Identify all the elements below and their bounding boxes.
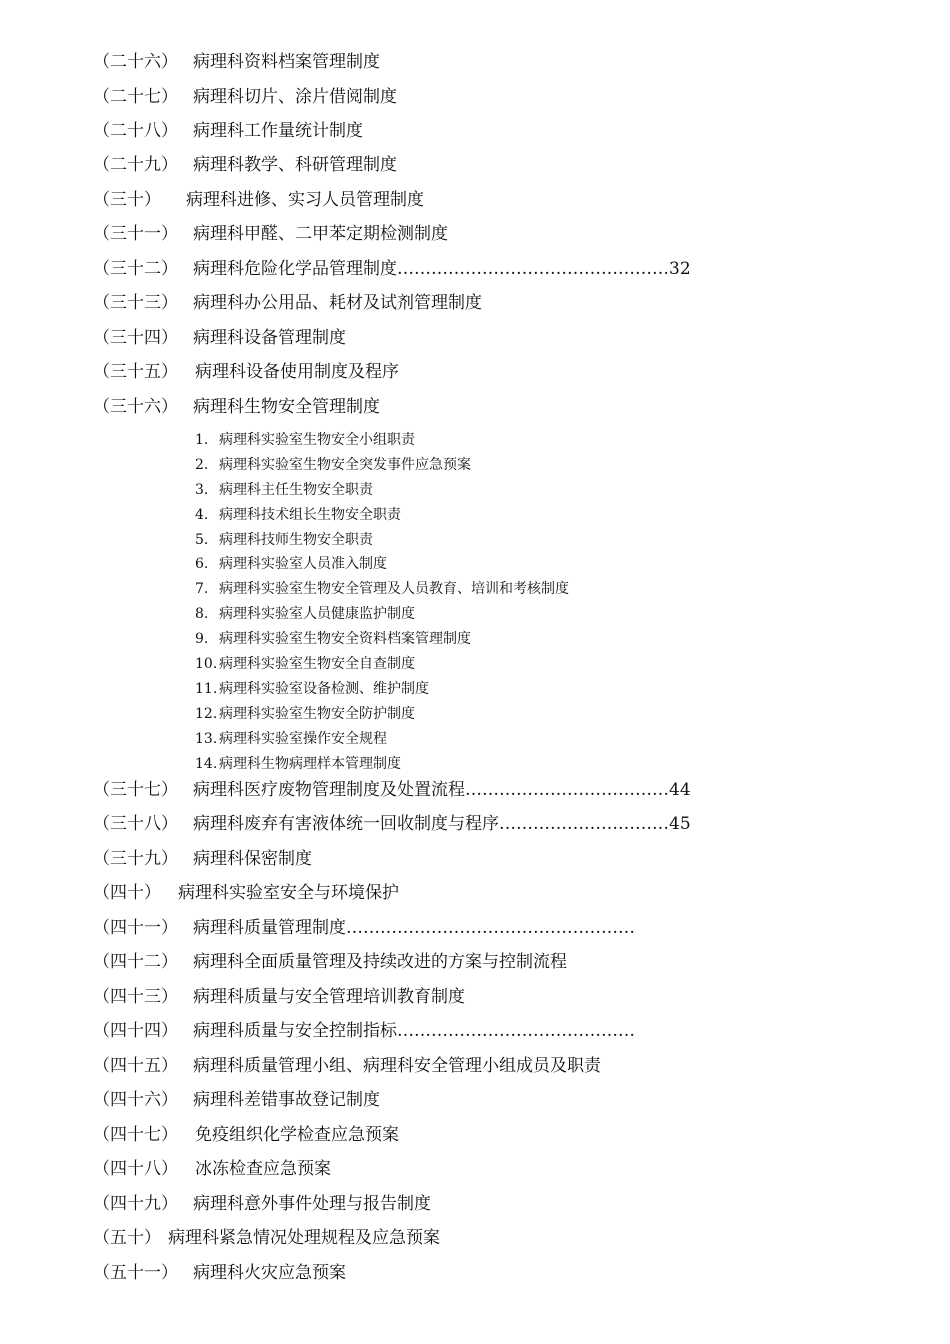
toc-entry-title: 病理科设备管理制度: [193, 328, 346, 348]
toc-entry-number: （三十五）: [93, 362, 178, 382]
toc-entry-title: 病理科工作量统计制度: [193, 121, 363, 141]
toc-sub-item-title: 病理科实验室生物安全自查制度: [219, 656, 415, 672]
toc-sub-item-number: 14.: [195, 756, 218, 772]
toc-entry-title: 病理科切片、涂片借阅制度: [193, 87, 397, 107]
toc-sub-item-number: 9.: [195, 631, 209, 647]
toc-sub-item: [195, 653, 415, 675]
toc-sub-item: [195, 678, 429, 700]
toc-entry-title: [193, 1018, 635, 1044]
toc-sub-item: [195, 479, 373, 501]
toc-sub-item-title: 病理科实验室设备检测、维护制度: [219, 681, 429, 697]
toc-sub-item-number: 2.: [195, 457, 209, 473]
toc-sub-item-number: 11.: [195, 681, 218, 697]
toc-entry-title: [193, 811, 691, 837]
toc-entry-number: （四十九）: [93, 1194, 178, 1214]
toc-entry-title: 病理科生物安全管理制度: [193, 397, 380, 417]
toc-leader-dots: ……………………………………………: [346, 918, 635, 938]
toc-leader-dots: …………………………: [499, 814, 669, 834]
toc-entry-number: （四十五）: [93, 1056, 178, 1076]
toc-entry-title: 病理科紧急情况处理规程及应急预案: [168, 1228, 440, 1248]
toc-sub-item-title: 病理科实验室生物安全防护制度: [219, 706, 415, 722]
toc-entry-title-text: 病理科危险化学品管理制度: [193, 259, 397, 279]
toc-sub-item: [195, 529, 373, 551]
toc-entry-title: 病理科意外事件处理与报告制度: [193, 1194, 431, 1214]
toc-entry-title: 病理科差错事故登记制度: [193, 1090, 380, 1110]
toc-entry-number: （四十）: [93, 883, 161, 903]
toc-entry-number: （四十七）: [93, 1125, 178, 1145]
toc-entry-number: （三十三）: [93, 293, 178, 313]
toc-entry-number: （二十九）: [93, 155, 178, 175]
toc-leader-dots: ………………………………: [465, 780, 669, 800]
toc-entry-number: （五十一）: [93, 1263, 178, 1283]
toc-entry-title: [193, 777, 691, 803]
toc-sub-item-number: 10.: [195, 656, 218, 672]
toc-leader-dots: …………………………………………: [397, 259, 669, 279]
toc-sub-item-title: 病理科实验室操作安全规程: [219, 731, 387, 747]
toc-sub-item-number: 4.: [195, 507, 209, 523]
toc-sub-item-number: 13.: [195, 731, 218, 747]
toc-entry-title: 病理科设备使用制度及程序: [195, 362, 399, 382]
toc-entry-number: （二十八）: [93, 121, 178, 141]
toc-entry-number: （三十四）: [93, 328, 178, 348]
toc-sub-item: [195, 429, 415, 451]
toc-sub-item-title: 病理科主任生物安全职责: [219, 482, 373, 498]
toc-sub-item-title: 病理科技术组长生物安全职责: [219, 507, 401, 523]
toc-entry-number: （三十九）: [93, 849, 178, 869]
toc-sub-item-title: 病理科实验室生物安全小组职责: [219, 432, 415, 448]
toc-entry-title: 免疫组织化学检查应急预案: [195, 1125, 399, 1145]
toc-entry-number: （三十二）: [93, 259, 178, 279]
toc-sub-item-title: 病理科实验室人员准入制度: [219, 556, 387, 572]
toc-entry-title-text: 病理科质量管理制度: [193, 918, 346, 938]
toc-entry-number: （五十）: [93, 1228, 161, 1248]
toc-sub-item-number: 1.: [195, 432, 209, 448]
toc-page-number: 32: [669, 259, 691, 279]
toc-page-number: 44: [669, 780, 691, 800]
toc-entry-title: 病理科进修、实习人员管理制度: [186, 190, 424, 210]
toc-entry-title: 病理科甲醛、二甲苯定期检测制度: [193, 224, 448, 244]
toc-entry-title: [193, 256, 691, 282]
toc-page-number: 45: [669, 814, 691, 834]
toc-sub-item-title: 病理科实验室生物安全管理及人员教育、培训和考核制度: [219, 581, 569, 597]
toc-entry-title: 病理科质量管理小组、病理科安全管理小组成员及职责: [193, 1056, 601, 1076]
toc-entry-number: （四十一）: [93, 918, 178, 938]
toc-entry-title: 病理科教学、科研管理制度: [193, 155, 397, 175]
toc-entry-number: （三十）: [93, 190, 161, 210]
toc-sub-item: [195, 753, 401, 775]
toc-entry-title: 病理科全面质量管理及持续改进的方案与控制流程: [193, 952, 567, 972]
toc-entry-number: （三十八）: [93, 814, 178, 834]
toc-entry-number: （四十三）: [93, 987, 178, 1007]
toc-sub-item-number: 6.: [195, 556, 209, 572]
toc-sub-item-number: 7.: [195, 581, 209, 597]
toc-entry-number: （二十六）: [93, 52, 178, 72]
toc-entry-title-text: 病理科医疗废物管理制度及处置流程: [193, 780, 465, 800]
toc-leader-dots: ……………………………………: [397, 1021, 635, 1041]
toc-entry-title: 病理科火灾应急预案: [193, 1263, 346, 1283]
toc-sub-item-title: 病理科生物病理样本管理制度: [219, 756, 401, 772]
toc-sub-item: [195, 553, 387, 575]
toc-sub-item: [195, 703, 415, 725]
toc-sub-item: [195, 454, 471, 476]
toc-entry-title: 病理科办公用品、耗材及试剂管理制度: [193, 293, 482, 313]
toc-entry-title: [193, 915, 635, 941]
toc-sub-item: [195, 578, 569, 600]
toc-sub-item-number: 3.: [195, 482, 209, 498]
toc-sub-item-number: 5.: [195, 532, 209, 548]
toc-entry-title: 病理科保密制度: [193, 849, 312, 869]
toc-sub-item-number: 8.: [195, 606, 209, 622]
toc-entry-number: （四十八）: [93, 1159, 178, 1179]
toc-entry-title: 冰冻检查应急预案: [195, 1159, 331, 1179]
toc-entry-title: 病理科质量与安全管理培训教育制度: [193, 987, 465, 1007]
toc-entry-number: （三十六）: [93, 397, 178, 417]
toc-entry-number: （三十一）: [93, 224, 178, 244]
toc-sub-item: [195, 628, 471, 650]
toc-entry-title: 病理科资料档案管理制度: [193, 52, 380, 72]
toc-sub-item-title: 病理科实验室生物安全突发事件应急预案: [219, 457, 471, 473]
toc-sub-item-title: 病理科技师生物安全职责: [219, 532, 373, 548]
toc-entry-number: （四十二）: [93, 952, 178, 972]
toc-sub-item-number: 12.: [195, 706, 218, 722]
toc-sub-item: [195, 504, 401, 526]
toc-entry-title: 病理科实验室安全与环境保护: [178, 883, 399, 903]
toc-entry-title-text: 病理科废弃有害液体统一回收制度与程序: [193, 814, 499, 834]
toc-sub-item-title: 病理科实验室生物安全资料档案管理制度: [219, 631, 471, 647]
toc-entry-number: （二十七）: [93, 87, 178, 107]
toc-entry-number: （四十四）: [93, 1021, 178, 1041]
toc-sub-item-title: 病理科实验室人员健康监护制度: [219, 606, 415, 622]
toc-sub-item: [195, 728, 387, 750]
toc-entry-number: （三十七）: [93, 780, 178, 800]
toc-entry-number: （四十六）: [93, 1090, 178, 1110]
toc-sub-item: [195, 603, 415, 625]
toc-entry-title-text: 病理科质量与安全控制指标: [193, 1021, 397, 1041]
